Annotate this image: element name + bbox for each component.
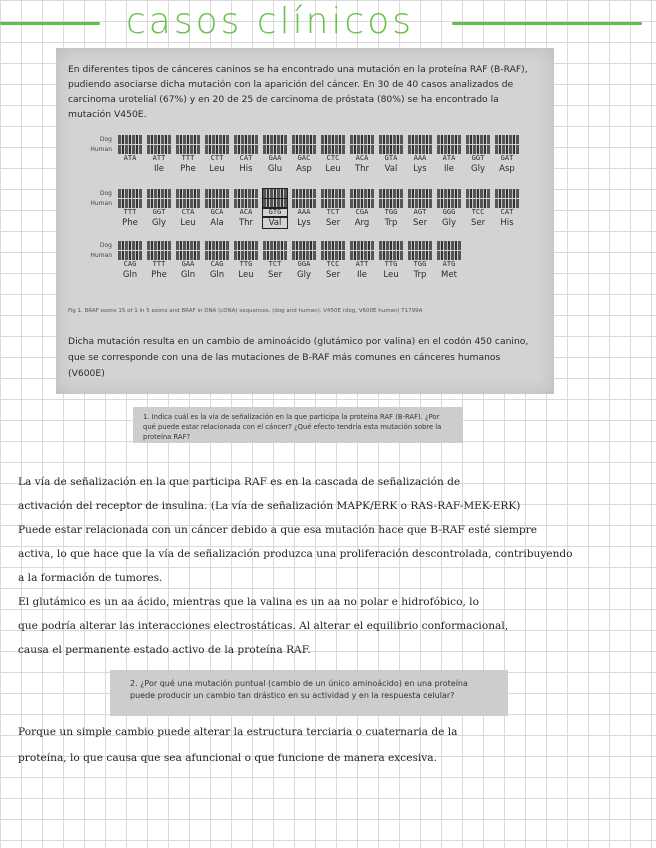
amino-acid (118, 164, 142, 174)
chromatogram-cell (234, 135, 258, 144)
chromatogram-cell (234, 145, 258, 154)
amino-acid: Ser (412, 218, 428, 228)
chromatogram-cell (176, 145, 200, 154)
codon: GTA (384, 154, 398, 162)
amino-acid: Ser (267, 270, 283, 280)
chromatogram-cell (408, 145, 432, 154)
codon: TTT (152, 260, 166, 268)
chromatogram-cell (176, 135, 200, 144)
chromatogram-cell (176, 251, 200, 260)
chromatogram-cell (234, 189, 258, 198)
amino-acid: Gln (180, 270, 196, 280)
codon: GAC (297, 154, 311, 162)
amino-acid: Phe (151, 270, 167, 280)
chromatogram-cell (292, 241, 316, 250)
amino-acid: Leu (383, 270, 399, 280)
amino-acid: Gly (152, 218, 166, 228)
codon: ACA (239, 208, 253, 216)
chromatogram-cell (321, 145, 345, 154)
chromatogram-cell (466, 135, 490, 144)
amino-acid: Gln (209, 270, 225, 280)
chromatogram-cell (118, 189, 142, 198)
codon: CGA (355, 208, 369, 216)
amino-acid: Gly (442, 218, 456, 228)
codon: CTC (326, 154, 340, 162)
handwritten-line: La vía de señalización en la que participa RAF es en la cascada de señalización de (18, 476, 461, 488)
page-title: casos clínicos (125, 1, 415, 42)
chromatogram-cell (205, 241, 229, 250)
title-line-left (0, 22, 100, 25)
chromatogram-cell (321, 135, 345, 144)
codon: TGG (413, 260, 427, 268)
amino-acid: His (239, 164, 253, 174)
handwritten-line: activación del receptor de insulina. (La vía de señalización MAPK/ERK o RAS-RAF-MEK-ERK) (18, 500, 521, 512)
chromatogram-cell (495, 199, 519, 208)
chromatogram-cell (350, 135, 374, 144)
codon-row (68, 154, 538, 162)
sequence-block (68, 188, 538, 228)
chromatogram-cell (408, 251, 432, 260)
chromatogram-cell (437, 241, 461, 250)
chromatogram-cell (263, 199, 287, 208)
codon: CAG (210, 260, 224, 268)
codon: TTG (239, 260, 253, 268)
amino-acid: Ile (153, 164, 165, 174)
chromatogram-cell (234, 251, 258, 260)
case-outro-text: Dicha mutación resulta en un cambio de aminoácido (glutámico por valina) en el codón 450 canino, que se corresponde con una de las mutaciones de B-RAF más comunes en cánceres humanos (V600E) (68, 336, 529, 379)
chromatogram-cell (205, 145, 229, 154)
chromatogram-cell (466, 189, 490, 198)
handwritten-line: causa el permanente estado activo de la proteína RAF. (18, 644, 311, 656)
amino-acid (495, 270, 519, 280)
handwritten-line: Puede estar relacionada con un cáncer debido a que esa mutación hace que B-RAF esté siempre (18, 524, 538, 536)
amino-acid: Ser (325, 218, 341, 228)
chromatogram-cell (408, 241, 432, 250)
figure-caption: Fig 1. BRAF exons 15 of 1 in 5 exons and BRAF in DNA (cDNA) sequences, (dog and human). V450E (dog, V600E human) T1799A (68, 308, 423, 314)
chromatogram-cell (147, 189, 171, 198)
amino-acid: Leu (209, 164, 225, 174)
species-label: Dog (99, 135, 112, 143)
chromatogram-cell (350, 189, 374, 198)
amino-acid-row (68, 164, 538, 174)
chromatogram-cell (118, 241, 142, 250)
amino-acid: Glu (267, 164, 283, 174)
codon: ATA (442, 154, 456, 162)
chromatogram-cell (176, 189, 200, 198)
sequence-row (68, 188, 538, 198)
handwritten-line: a la formación de tumores. (18, 572, 163, 584)
case-photo (56, 48, 554, 394)
codon: TCT (326, 208, 340, 216)
codon: ACA (355, 154, 369, 162)
chromatogram-cell (350, 251, 374, 260)
chromatogram-cell (147, 199, 171, 208)
chromatogram-cell (263, 189, 287, 198)
species-label: Human (90, 199, 112, 207)
amino-acid: Leu (238, 270, 254, 280)
handwritten-line: Porque un simple cambio puede alterar la estructura terciaria o cuaternaria de la (18, 726, 458, 738)
chromatogram-cell (176, 199, 200, 208)
chromatogram-cell (321, 199, 345, 208)
chromatogram-cell (437, 135, 461, 144)
codon: TCT (268, 260, 282, 268)
question-2: 2. ¿Por qué una mutación puntual (cambio de un único aminoácido) en una proteína puede producir un cambio tan drástico en su actividad y en la respuesta celular? (110, 670, 508, 716)
codon: CTT (210, 154, 224, 162)
codon: AAA (413, 154, 427, 162)
chromatogram-cell (118, 145, 142, 154)
codon (466, 260, 490, 268)
chromatogram-cell (147, 145, 171, 154)
chromatogram-cell (263, 145, 287, 154)
chromatogram-cell (495, 189, 519, 198)
amino-acid-row (68, 270, 538, 280)
chromatogram-cell (147, 241, 171, 250)
codon: ATA (123, 154, 137, 162)
chromatogram-cell (263, 135, 287, 144)
chromatogram-cell (292, 189, 316, 198)
chromatogram-cell (350, 199, 374, 208)
chromatogram-cell (437, 189, 461, 198)
chromatogram-cell (321, 189, 345, 198)
chromatogram-cell (379, 189, 403, 198)
codon: GGT (152, 208, 166, 216)
amino-acid: Asp (296, 164, 312, 174)
codon: TTT (181, 154, 195, 162)
amino-acid: Trp (413, 270, 427, 280)
handwritten-line: activa, lo que hace que la vía de señalización produzca una proliferación descontrolada, contribuyendo (18, 548, 573, 560)
codon: TTG (384, 260, 398, 268)
chromatogram-cell (379, 135, 403, 144)
sequence-row (68, 198, 538, 208)
chromatogram-cell (118, 135, 142, 144)
codon-row (68, 260, 538, 268)
amino-acid: Ser (470, 218, 486, 228)
chromatogram-cell (234, 199, 258, 208)
amino-acid: Val (263, 218, 287, 228)
species-label: Dog (99, 241, 112, 249)
chromatogram-cell (408, 199, 432, 208)
chromatogram-cell (437, 199, 461, 208)
amino-acid: Met (441, 270, 457, 280)
sequence-row (68, 240, 538, 250)
chromatogram-cell (292, 199, 316, 208)
codon: GGG (442, 208, 456, 216)
chromatogram-cell (205, 199, 229, 208)
amino-acid: Lys (297, 218, 311, 228)
amino-acid-row (68, 218, 538, 228)
codon: TTT (123, 208, 137, 216)
chromatogram-cell (176, 241, 200, 250)
codon: CAT (239, 154, 253, 162)
species-label: Dog (99, 189, 112, 197)
codon: GAA (181, 260, 195, 268)
codon: GGA (297, 260, 311, 268)
handwritten-line: El glutámico es un aa ácido, mientras que la valina es un aa no polar e hidrofóbico, lo (18, 596, 479, 608)
chromatogram-cell (292, 251, 316, 260)
chromatogram-cell (263, 251, 287, 260)
amino-acid: Phe (180, 164, 196, 174)
chromatogram-cell (292, 145, 316, 154)
chromatogram-cell (321, 251, 345, 260)
sequence-row (68, 144, 538, 154)
sequence-row (68, 134, 538, 144)
chromatogram-cell (147, 135, 171, 144)
codon-row (68, 208, 538, 216)
amino-acid: Gly (471, 164, 485, 174)
amino-acid: Leu (325, 164, 341, 174)
chromatogram-cell (234, 241, 258, 250)
chromatogram-cell (263, 241, 287, 250)
species-label: Human (90, 251, 112, 259)
chromatogram-cell (205, 189, 229, 198)
case-intro-text: En diferentes tipos de cánceres caninos se ha encontrado una mutación en la proteína RAF (B-RAF), pudiendo asociarse dicha mutación con la aparición del cáncer. En 30 de 40 casos analizados de carcinoma urotelial (67%) y en 20 de 25 de carcinoma de próstata (80%) se ha encontrado la mutación V450E. (68, 64, 528, 120)
chromatogram-cell (379, 145, 403, 154)
codon: AAA (297, 208, 311, 216)
chromatogram-cell (437, 251, 461, 260)
chromatogram-cell (205, 135, 229, 144)
handwritten-line: que podría alterar las interacciones electrostáticas. Al alterar el equilibrio conformacional, (18, 620, 509, 632)
amino-acid (466, 270, 490, 280)
chromatogram-cell (437, 145, 461, 154)
chromatogram-cell (466, 145, 490, 154)
amino-acid: Ile (356, 270, 368, 280)
codon: ATG (442, 260, 456, 268)
codon: TCC (471, 208, 485, 216)
codon: GCA (210, 208, 224, 216)
amino-acid: Leu (180, 218, 196, 228)
codon: CAG (123, 260, 137, 268)
codon: ATT (152, 154, 166, 162)
question-1: 1. Indica cuál es la vía de señalización en la que participa la proteína RAF (B-RAF). ¿Por qué puede estar relacionada con el cáncer? ¿Qué efecto tendría esta mutación sobre la proteína RAF? (133, 407, 463, 443)
chromatogram-cell (379, 199, 403, 208)
codon (495, 260, 519, 268)
amino-acid: Ser (325, 270, 341, 280)
chromatogram-cell (466, 199, 490, 208)
amino-acid: Ile (443, 164, 455, 174)
chromatogram-cell (350, 145, 374, 154)
codon: CTA (181, 208, 195, 216)
chromatogram-cell (292, 135, 316, 144)
amino-acid: Val (384, 164, 398, 174)
amino-acid: Gln (122, 270, 138, 280)
codon: GGT (471, 154, 485, 162)
chromatogram-cell (495, 145, 519, 154)
amino-acid: Asp (499, 164, 515, 174)
species-label: Human (90, 145, 112, 153)
chromatogram-cell (205, 251, 229, 260)
codon: TGG (384, 208, 398, 216)
sequence-block (68, 240, 538, 280)
codon: AGT (413, 208, 427, 216)
amino-acid: Lys (413, 164, 427, 174)
codon: TCC (326, 260, 340, 268)
amino-acid: Phe (122, 218, 138, 228)
amino-acid: Arg (354, 218, 370, 228)
chromatogram-cell (321, 241, 345, 250)
chromatogram-cell (408, 135, 432, 144)
amino-acid: Ala (210, 218, 224, 228)
sequence-row (68, 250, 538, 260)
amino-acid: His (500, 218, 514, 228)
amino-acid: Thr (354, 164, 370, 174)
amino-acid: Trp (384, 218, 398, 228)
codon: GAA (268, 154, 282, 162)
amino-acid: Gly (297, 270, 311, 280)
title-line-right (452, 22, 642, 25)
sequence-block (68, 134, 538, 174)
chromatogram-cell (350, 241, 374, 250)
handwritten-line: proteína, lo que causa que sea afuncional o que funcione de manera excesiva. (18, 752, 437, 764)
codon: GAT (500, 154, 514, 162)
codon: CAT (500, 208, 514, 216)
amino-acid: Thr (238, 218, 254, 228)
chromatogram-cell (118, 199, 142, 208)
chromatogram-cell (408, 189, 432, 198)
chromatogram-cell (147, 251, 171, 260)
chromatogram-cell (379, 241, 403, 250)
chromatogram-cell (379, 251, 403, 260)
codon: GTG (263, 208, 287, 216)
chromatogram-cell (118, 251, 142, 260)
codon: ATT (355, 260, 369, 268)
chromatogram-cell (495, 135, 519, 144)
